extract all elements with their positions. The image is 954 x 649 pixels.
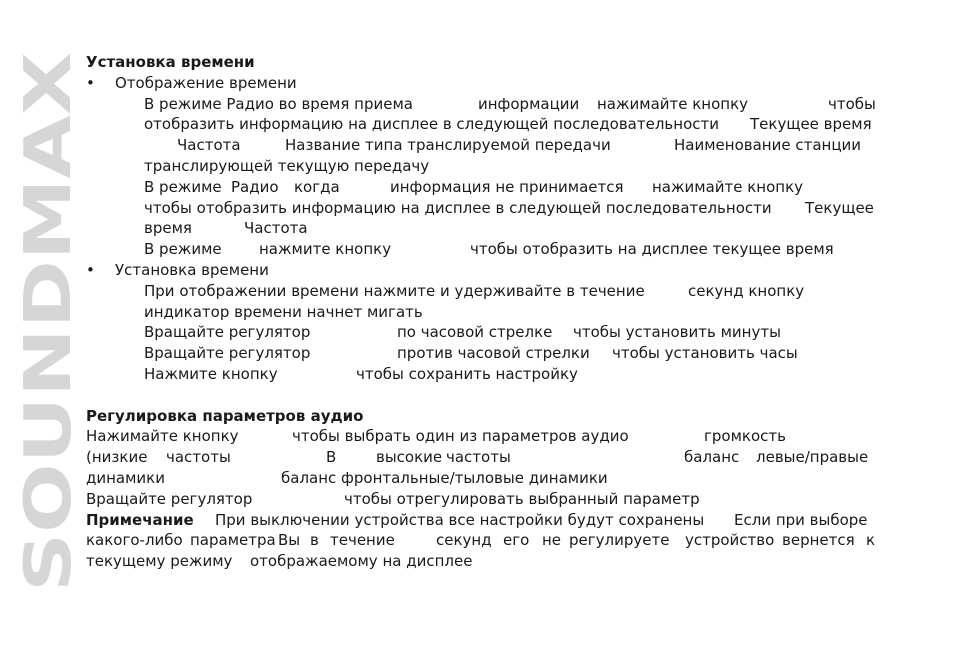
text-line xyxy=(86,530,878,551)
text-segment: нажимайте кнопку xyxy=(652,177,804,196)
text-segment: устройство xyxy=(685,531,775,550)
text-segment: Нажимайте кнопку xyxy=(86,427,239,446)
text-segment: динамики xyxy=(86,468,165,487)
text-line xyxy=(86,218,878,239)
text-segment: отображаемому на дисплее xyxy=(250,552,473,571)
text-segment: Вы xyxy=(278,531,301,550)
section-heading-time xyxy=(86,52,878,73)
text-segment: Частота xyxy=(177,136,241,155)
text-segment: какого-либо xyxy=(86,531,183,550)
text-segment: Нажмите кнопку xyxy=(144,364,278,383)
section-gap xyxy=(86,385,878,406)
text-segment: чтобы отобразить информацию на дисплее в следующей последовательности xyxy=(144,198,772,217)
text-line xyxy=(86,281,878,302)
text-segment: (низкие xyxy=(86,448,148,467)
text-segment: чтобы установить минуты xyxy=(573,323,781,342)
text-segment: индикатор времени начнет мигать xyxy=(144,302,423,321)
text-segment: в xyxy=(310,531,319,550)
text-segment: В режиме xyxy=(144,240,222,259)
text-segment: отобразить информацию на дисплее в следующей последовательности xyxy=(144,115,719,134)
text-line xyxy=(86,468,878,489)
text-segment: чтобы отобразить на дисплее текущее время xyxy=(470,240,834,259)
text-line xyxy=(86,364,878,385)
text-segment: время xyxy=(144,219,192,238)
text-line xyxy=(86,114,878,135)
bullet-title: Установка времени xyxy=(115,260,269,279)
text-segment: Название типа транслируемой передачи xyxy=(285,136,611,155)
text-segment: В xyxy=(326,448,337,467)
text-segment: баланс xyxy=(684,448,740,467)
text-segment: чтобы выбрать один из параметров аудио xyxy=(292,427,629,446)
text-segment: частоты xyxy=(446,448,511,467)
text-segment: течение xyxy=(330,531,395,550)
text-segment: частоты xyxy=(166,448,231,467)
text-segment: нажмите кнопку xyxy=(259,240,392,259)
soundmax-logo-text: SOUNDMAX xyxy=(12,170,86,592)
heading-text: Установка времени xyxy=(86,53,255,71)
text-segment: Наименование станции xyxy=(674,136,862,155)
text-segment: Частота xyxy=(244,219,308,238)
section-heading-audio xyxy=(86,406,878,427)
text-line xyxy=(86,322,878,343)
text-segment: не xyxy=(542,531,562,550)
text-segment: чтобы сохранить настройку xyxy=(356,364,578,383)
text-line xyxy=(86,177,878,198)
text-segment: когда xyxy=(294,177,340,196)
text-line xyxy=(86,239,878,260)
text-segment: по часовой стрелке xyxy=(397,323,553,342)
text-line xyxy=(86,343,878,364)
text-segment: нажимайте кнопку xyxy=(597,94,749,113)
text-line xyxy=(86,551,878,572)
bullet-icon: • xyxy=(86,260,95,279)
text-line xyxy=(86,135,878,156)
text-segment: Радио xyxy=(231,177,279,196)
text-line xyxy=(86,198,878,219)
text-line xyxy=(86,447,878,468)
text-segment: Вращайте регулятор xyxy=(86,489,253,508)
text-segment: Текущее время xyxy=(750,115,872,134)
soundmax-logo xyxy=(12,52,86,592)
bullet-title: Отображение времени xyxy=(115,73,297,92)
text-segment: параметра xyxy=(190,531,276,550)
text-segment: Вращайте регулятор xyxy=(144,344,311,363)
text-segment: чтобы xyxy=(828,94,876,113)
text-line xyxy=(86,489,878,510)
text-line xyxy=(86,426,878,447)
text-segment: секунд кнопку xyxy=(688,281,805,300)
text-segment: информация не принимается xyxy=(390,177,624,196)
text-segment: текущему режиму xyxy=(86,552,233,571)
text-segment: транслирующей текущую передачу xyxy=(144,156,430,175)
text-segment: Текущее xyxy=(805,198,874,217)
heading-text: Регулировка параметров аудио xyxy=(86,406,364,425)
text-segment: В режиме xyxy=(144,177,222,196)
text-segment: против часовой стрелки xyxy=(397,344,590,363)
text-segment: высокие xyxy=(376,448,443,467)
text-segment: чтобы установить часы xyxy=(612,344,798,363)
text-segment: баланс фронтальные/тыловые динамики xyxy=(281,468,608,487)
bullet-display-time xyxy=(86,73,878,94)
text-line xyxy=(86,94,878,115)
bullet-set-time xyxy=(86,260,878,281)
text-segment: громкость xyxy=(704,427,786,446)
text-segment: секунд xyxy=(436,531,492,550)
text-segment: В режиме Радио во время приема xyxy=(144,94,413,113)
text-segment: информации xyxy=(478,94,580,113)
text-line xyxy=(86,156,878,177)
text-segment: вернется xyxy=(782,531,855,550)
bullet-icon: • xyxy=(86,73,95,92)
text-segment: чтобы отрегулировать выбранный параметр xyxy=(344,489,700,508)
manual-page xyxy=(86,52,878,572)
text-segment: При отображении времени нажмите и удерживайте в течение xyxy=(144,281,645,300)
note-label: Примечание xyxy=(86,510,194,529)
text-segment: Вращайте регулятор xyxy=(144,323,311,342)
text-line xyxy=(86,302,878,323)
text-segment: Если при выборе xyxy=(734,510,868,529)
note-line xyxy=(86,510,878,531)
soundmax-logo-graphic xyxy=(12,52,86,592)
text-segment: его xyxy=(503,531,530,550)
text-segment: регулируете xyxy=(569,531,670,550)
text-segment: При выключении устройства все настройки будут сохранены xyxy=(215,510,705,529)
text-segment: к xyxy=(866,531,876,550)
text-segment: левые/правые xyxy=(756,448,869,467)
